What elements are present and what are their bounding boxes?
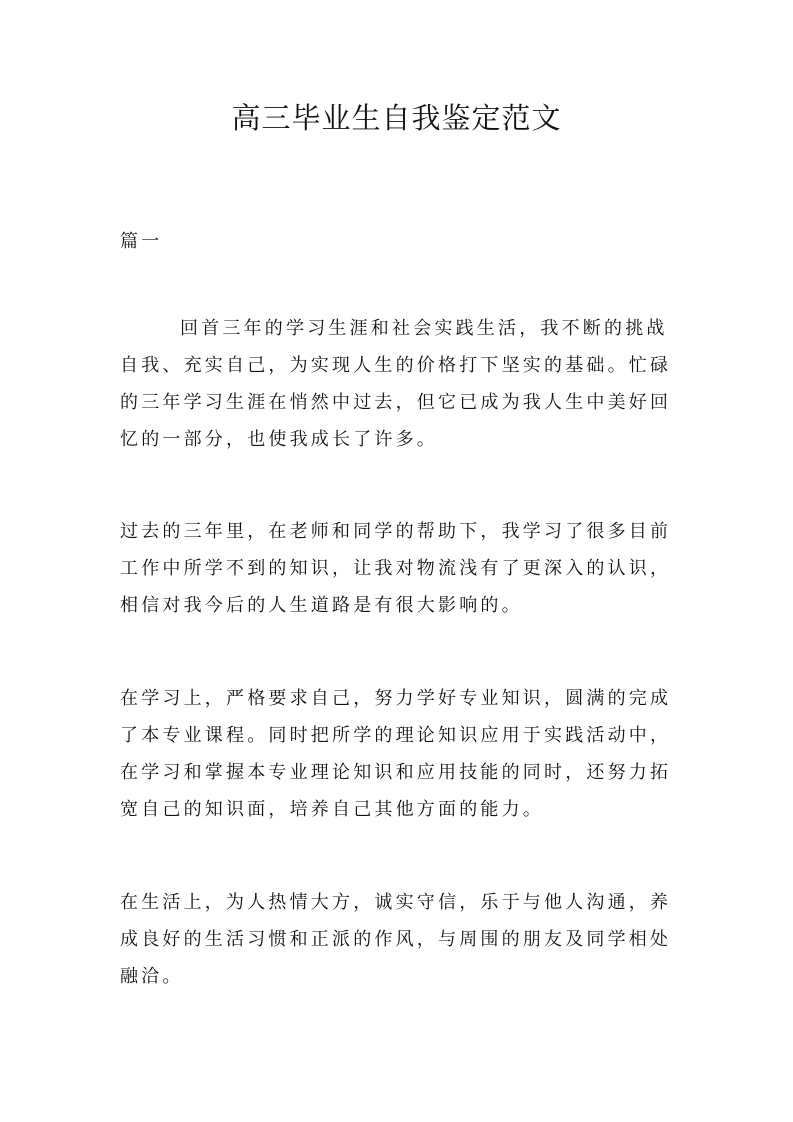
paragraph-1 [120, 310, 672, 458]
paragraph-line: 在学习上，严格要求自己，努力学好专业知识，圆满的完成 [120, 688, 672, 709]
paragraph-line: 融洽。 [120, 966, 184, 987]
paragraph-4 [120, 884, 672, 995]
paragraph-line: 宽自己的知识面，培养自己其他方面的能力。 [120, 799, 544, 820]
section-label: 篇一 [120, 231, 163, 252]
paragraph-line: 过去的三年里，在老师和同学的帮助下，我学习了很多目前 [120, 521, 672, 542]
paragraph-line: 自我、充实自己，为实现人生的价格打下坚实的基础。忙碌 [120, 355, 672, 376]
paragraph-2 [120, 513, 672, 624]
paragraph-line: 的三年学习生涯在悄然中过去，但它已成为我人生中美好回 [120, 392, 672, 413]
paragraph-3 [120, 680, 672, 828]
document-title: 高三毕业生自我鉴定范文 [231, 101, 562, 135]
paragraph-line: 在生活上，为人热情大方，诚实守信，乐于与他人沟通，养 [120, 892, 672, 913]
paragraph-line: 了本专业课程。同时把所学的理论知识应用于实践活动中， [120, 725, 672, 746]
paragraph-line: 成良好的生活习惯和正派的作风，与周围的朋友及同学相处 [120, 929, 672, 950]
paragraph-line: 在学习和掌握本专业理论知识和应用技能的同时，还努力拓 [120, 762, 672, 783]
paragraph-line: 工作中所学不到的知识，让我对物流浅有了更深入的认识， [120, 558, 672, 579]
paragraph-line: 回首三年的学习生涯和社会实践生活，我不断的挑战 [180, 318, 668, 339]
paragraph-line: 忆的一部分，也使我成长了许多。 [120, 429, 438, 450]
paragraph-line: 相信对我今后的人生道路是有很大影响的。 [120, 595, 523, 616]
